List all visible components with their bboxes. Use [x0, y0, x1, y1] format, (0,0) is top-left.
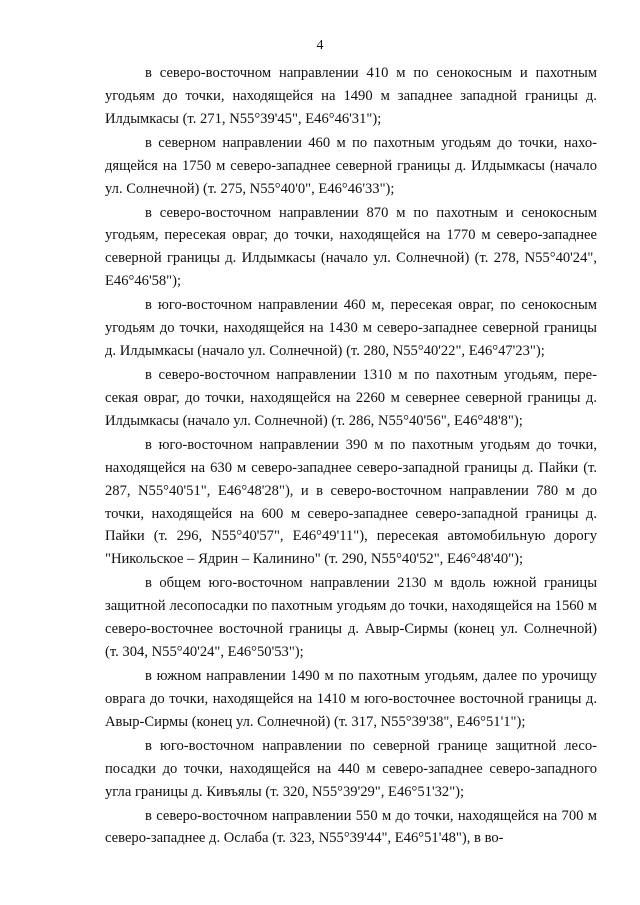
- boundary-paragraph: в юго-восточном направлении по северной границе защитной лесопосадки до точки, находящейся на 440 м северо-западнее северо-западного угла границы д. Кивъялы (т. 320, N55°39'29", E46°51'32");: [105, 737, 597, 800]
- page-number: 4: [316, 38, 324, 53]
- boundary-paragraph: в северо-восточном направлении 550 м до точки, находящейся на 700 м северо-западнее д. Ослаба (т. 323, N55°39'44", E46°51'48"), в во-: [105, 807, 597, 847]
- document-body: [105, 62, 597, 851]
- boundary-paragraph: в юго-восточном направлении 390 м по пахотным угодьям до точки, находящейся на 630 м северо-западнее северо-западной границы д. Пайки (т. 287, N55°40'51", E46°48'28"), и в северо-восточном направлении 780 м до точки, находящейся на 600 м северо-западнее северо-западной границы д. Пайки (т. 296, N55°40'57", E46°49'11"), пересекая автомобильную дорогу "Никольское – Ядрин – Калинино" (т. 290, N55°40'52", E46°48'40");: [105, 436, 597, 568]
- boundary-paragraph: в общем юго-восточном направлении 2130 м вдоль южной границы защитной лесопосадки по пахотным угодьям до точки, находящейся на 1560 м северо-восточнее восточной границы д. Авыр-Сирмы (конец ул. Солнечной) (т. 304, N55°40'24", E46°50'53");: [105, 575, 597, 661]
- boundary-paragraph: в северо-восточном направлении 870 м по пахотным и сенокосным угодьям, пересекая овраг, до точки, находящейся на 1770 м северо-западнее северной границы д. Илдымкасы (начало ул. Солнечной) (т. 278, N55°40'24", E46°46'58");: [105, 204, 597, 290]
- boundary-paragraph: в северном направлении 460 м по пахотным угодьям до точки, находящейся на 1750 м северо-западнее северной границы д. Илдымкасы (начало ул. Солнечной) (т. 275, N55°40'0", E46°46'33");: [105, 134, 597, 197]
- boundary-paragraph: в северо-восточном направлении 1310 м по пахотным угодьям, пересекая овраг, до точки, находящейся на 2260 м севернее северной границы д. Илдымкасы (начало ул. Солнечной) (т. 286, N55°40'56", E46°48'8");: [105, 366, 597, 429]
- boundary-paragraph: в северо-восточном направлении 410 м по сенокосным и пахотным угодьям до точки, находящейся на 1490 м западнее западной границы д. Илдымкасы (т. 271, N55°39'45", E46°46'31");: [105, 65, 597, 127]
- boundary-paragraph: в южном направлении 1490 м по пахотным угодьям, далее по урочищу оврага до точки, находящейся на 1410 м юго-восточнее восточной границы д. Авыр-Сирмы (конец ул. Солнечной) (т. 317, N55°39'38", E46°51'1");: [105, 667, 597, 730]
- boundary-paragraph: в юго-восточном направлении 460 м, пересекая овраг, по сенокосным угодьям до точки, находящейся на 1430 м северо-западнее северной границы д. Илдымкасы (начало ул. Солнечной) (т. 280, N55°40'22", E46°47'23");: [105, 297, 597, 360]
